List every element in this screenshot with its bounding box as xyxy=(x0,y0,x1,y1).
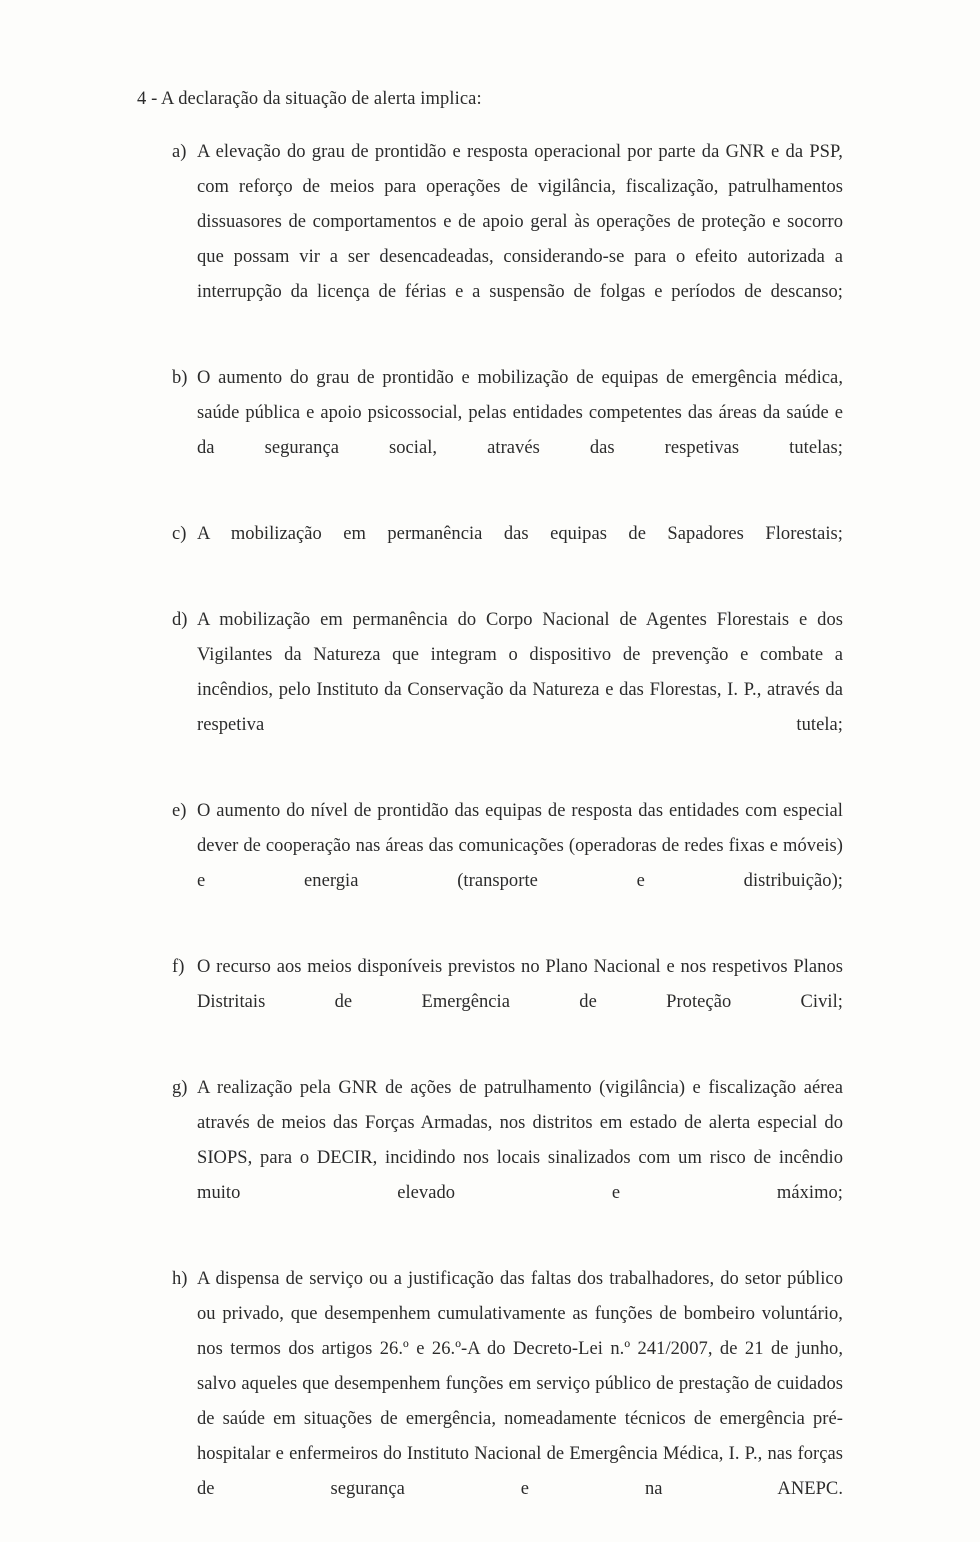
list-item-text: A mobilização em permanência do Corpo Nacional de Agentes Florestais e dos Vigilantes da Natureza que integram o dispositivo de prevenção e combate a incêndios, pelo Instituto da Conservação da Natureza e das Florestas, I. P., através da respetiva tutela; xyxy=(197,610,843,735)
list-item-text: A dispensa de serviço ou a justificação das faltas dos trabalhadores, do setor público ou privado, que desempenhem cumulativamente as funções de bombeiro voluntário, nos termos dos artigos 26.º e 26.º-A do Decreto-Lei n.º 241/2007, de 21 de junho, salvo aqueles que desempenhem funções em serviço público de prestação de cuidados de saúde em situações de emergência, nomeadamente técnicos de emergência pré-hospitalar e enfermeiros do Instituto Nacional de Emergência Médica, I. P., nas forças de segurança e na ANEPC. xyxy=(197,1269,843,1499)
list-item xyxy=(137,517,843,587)
clause-list xyxy=(137,135,843,1542)
list-item-marker: f) xyxy=(172,957,185,977)
document-body xyxy=(137,82,843,1542)
list-item-text: O aumento do nível de prontidão das equipas de resposta das entidades com especial dever de cooperação nas áreas das comunicações (operadoras de redes fixas e móveis) e energia (transporte e distribuição); xyxy=(197,801,843,891)
list-item-marker: e) xyxy=(172,801,187,821)
list-item xyxy=(137,603,843,778)
list-item-marker: d) xyxy=(172,610,188,630)
list-item-marker: b) xyxy=(172,368,188,388)
list-item-text: A realização pela GNR de ações de patrulhamento (vigilância) e fiscalização aérea através de meios das Forças Armadas, nos distritos em estado de alerta especial do SIOPS, para o DECIR, incidindo nos locais sinalizados com um risco de incêndio muito elevado e máximo; xyxy=(197,1078,843,1203)
list-item xyxy=(137,794,843,934)
page-title: 4 - A declaração da situação de alerta implica: xyxy=(137,89,482,109)
list-item-text: A mobilização em permanência das equipas de Sapadores Florestais; xyxy=(197,524,843,544)
list-item-marker: h) xyxy=(172,1269,188,1289)
list-item-text: O recurso aos meios disponíveis previstos no Plano Nacional e nos respetivos Planos Distritais de Emergência de Proteção Civil; xyxy=(197,957,843,1012)
list-item-marker: g) xyxy=(172,1078,188,1098)
list-item-text: O aumento do grau de prontidão e mobilização de equipas de emergência médica, saúde pública e apoio psicossocial, pelas entidades competentes das áreas da saúde e da segurança social, através das respetivas tutelas; xyxy=(197,368,843,458)
list-item xyxy=(137,1262,843,1542)
list-item xyxy=(137,135,843,345)
list-item xyxy=(137,361,843,501)
list-item-marker: a) xyxy=(172,142,187,162)
list-item xyxy=(137,950,843,1055)
list-item-marker: c) xyxy=(172,524,187,544)
list-item-text: A elevação do grau de prontidão e resposta operacional por parte da GNR e da PSP, com reforço de meios para operações de vigilância, fiscalização, patrulhamentos dissuasores de comportamentos e de apoio geral às operações de proteção e socorro que possam vir a ser desencadeadas, considerando-se para o efeito autorizada a interrupção da licença de férias e a suspensão de folgas e períodos de descanso; xyxy=(197,142,843,302)
list-item xyxy=(137,1071,843,1246)
